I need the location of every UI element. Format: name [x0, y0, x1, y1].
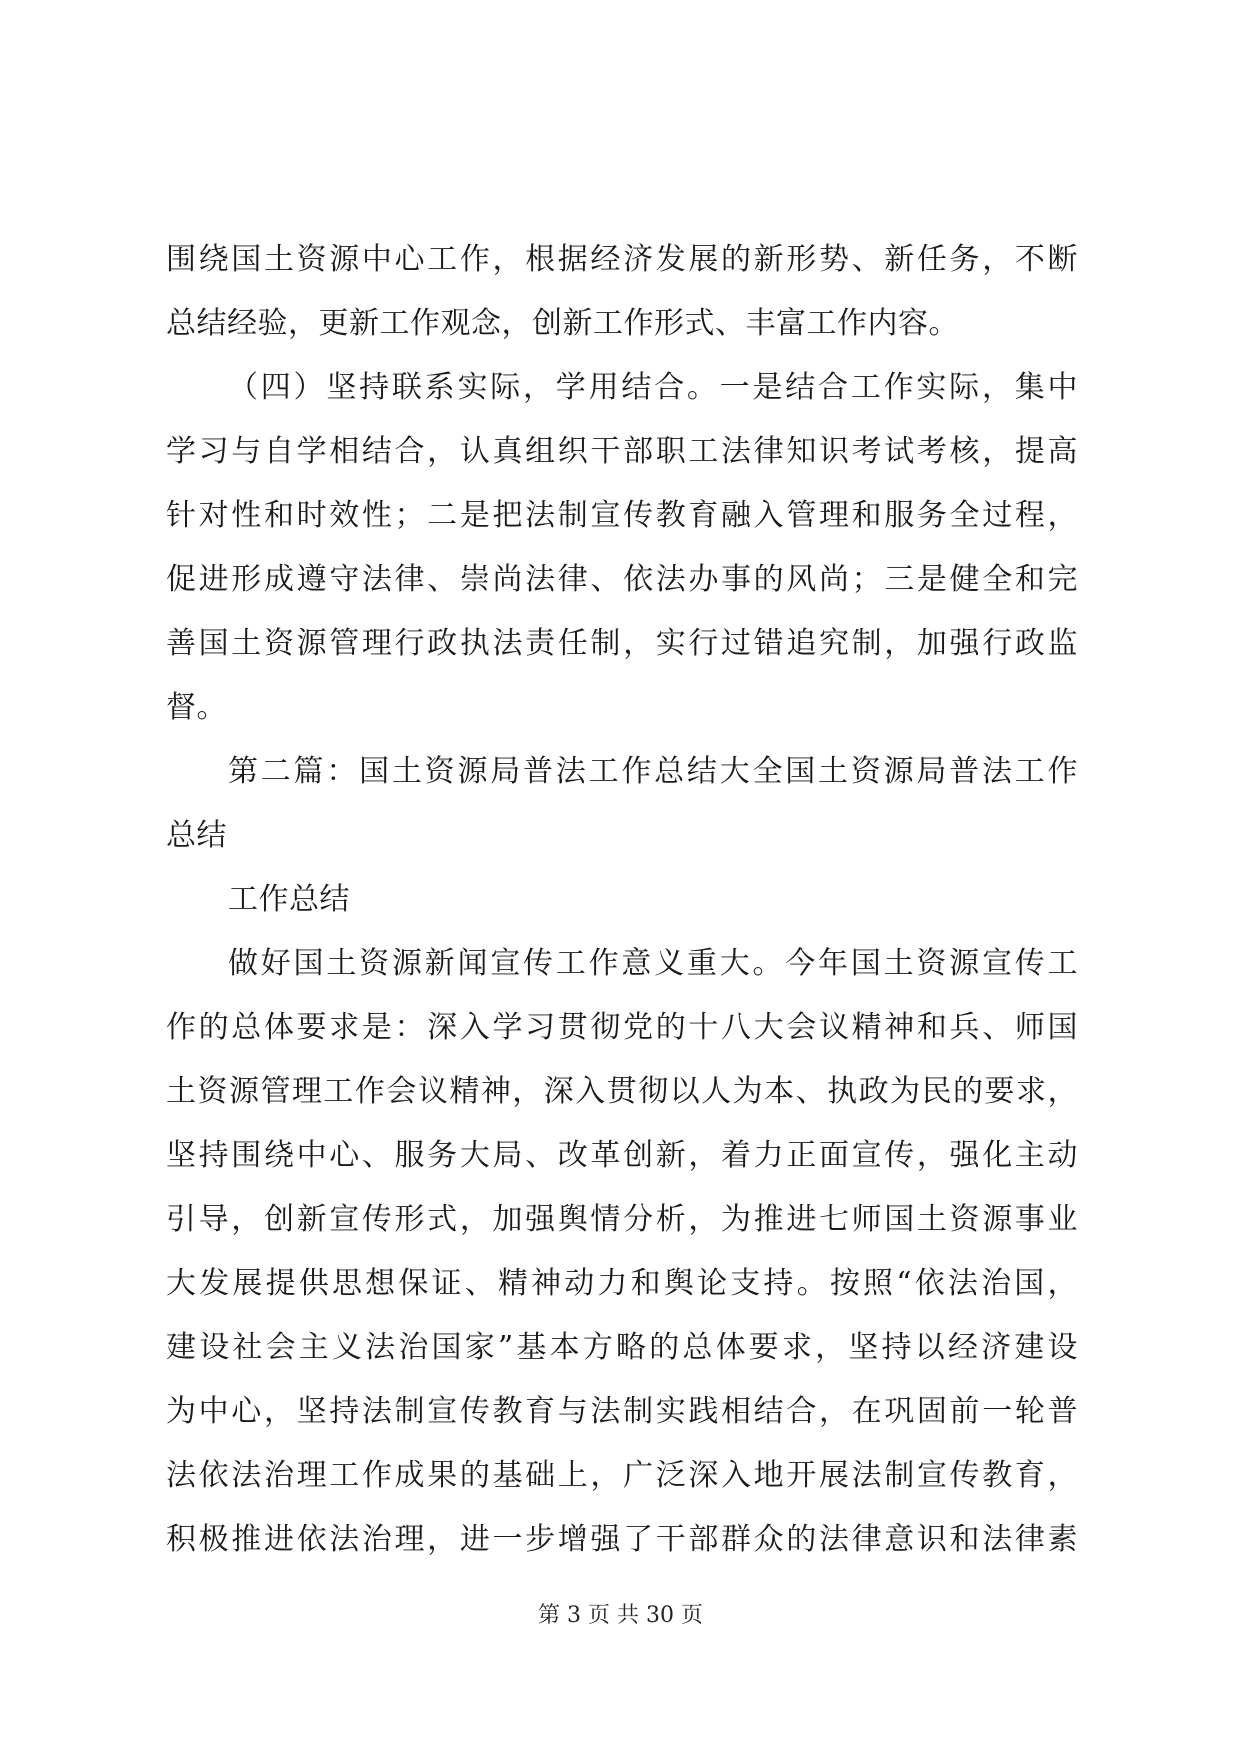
text-line: 善国土资源管理行政执法责任制，实行过错追究制，加强行政监	[166, 626, 1078, 661]
text-line: 法依法治理工作成果的基础上，广泛深入地开展法制宣传教育，	[166, 1458, 1078, 1493]
text-line: 督。	[166, 690, 227, 725]
text-line: 引导，创新宣传形式，加强舆情分析，为推进七师国土资源事业	[166, 1202, 1078, 1237]
text-line: 第二篇：国土资源局普法工作总结大全国土资源局普法工作	[228, 754, 1078, 789]
text-line: 做好国土资源新闻宣传工作意义重大。今年国土资源宣传工	[228, 946, 1078, 981]
text-line: 学习与自学相结合，认真组织干部职工法律知识考试考核，提高	[166, 434, 1078, 469]
text-line: 针对性和时效性；二是把法制宣传教育融入管理和服务全过程，	[166, 498, 1078, 533]
text-line: 总结	[166, 818, 227, 853]
text-line: 工作总结	[228, 882, 350, 917]
text-line: 围绕国土资源中心工作，根据经济发展的新形势、新任务，不断	[166, 242, 1078, 277]
text-line: 促进形成遵守法律、崇尚法律、依法办事的风尚；三是健全和完	[166, 562, 1078, 597]
text-line: 坚持围绕中心、服务大局、改革创新，着力正面宣传，强化主动	[166, 1138, 1078, 1173]
text-line: （四）坚持联系实际，学用结合。一是结合工作实际，集中	[228, 370, 1078, 405]
text-line: 建设社会主义法治国家”基本方略的总体要求，坚持以经济建设	[166, 1330, 1078, 1365]
text-line: 为中心，坚持法制宣传教育与法制实践相结合，在巩固前一轮普	[166, 1394, 1078, 1429]
text-line: 总结经验，更新工作观念，创新工作形式、丰富工作内容。	[166, 306, 959, 341]
text-line: 积极推进依法治理，进一步增强了干部群众的法律意识和法律素	[166, 1522, 1078, 1557]
page-footer: 第 3 页 共 30 页	[538, 1603, 703, 1628]
text-line: 土资源管理工作会议精神，深入贯彻以人为本、执政为民的要求，	[166, 1074, 1078, 1109]
document-body	[166, 228, 1078, 1572]
text-line: 大发展提供思想保证、精神动力和舆论支持。按照“依法治国，	[166, 1266, 1078, 1301]
text-line: 作的总体要求是：深入学习贯彻党的十八大会议精神和兵、师国	[166, 1010, 1078, 1045]
